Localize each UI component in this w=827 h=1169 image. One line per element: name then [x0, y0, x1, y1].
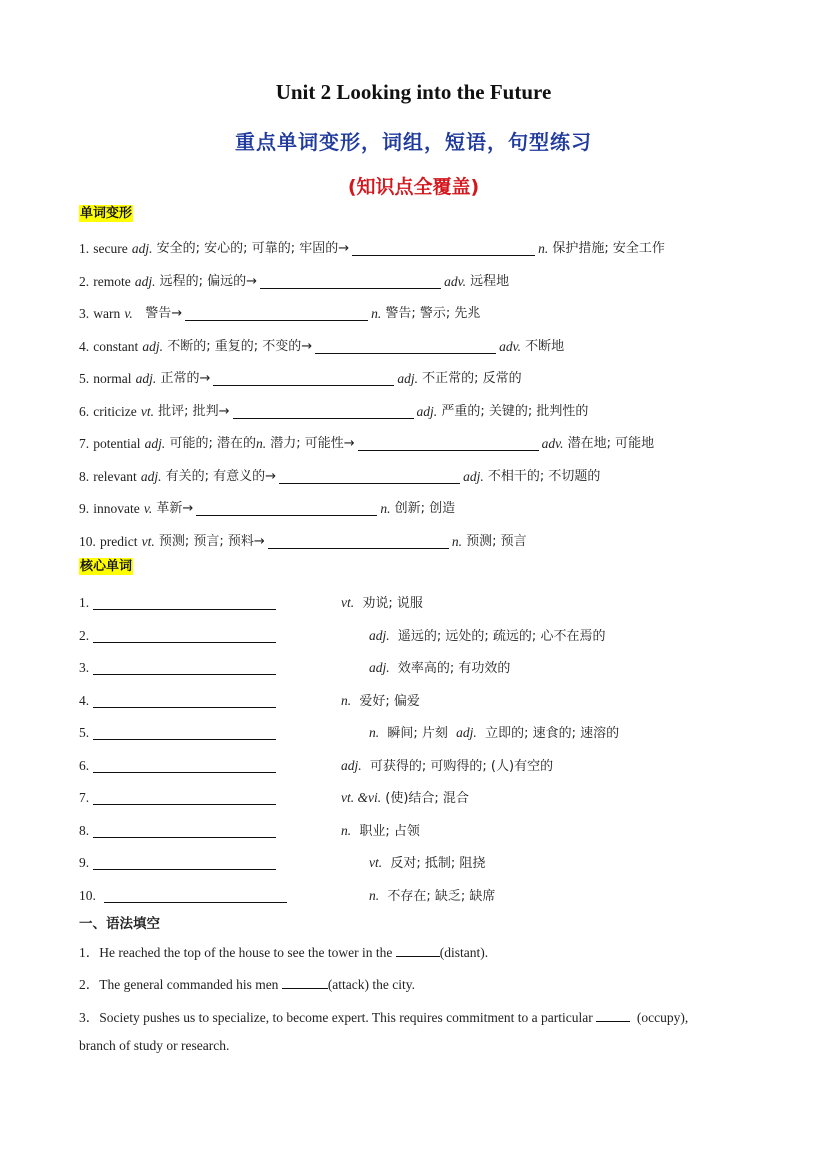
section-core-words-label: 核心单词 [80, 559, 133, 574]
page-subtitle-note: (知识点全覆盖) [347, 176, 480, 198]
core-word-definition: n. 职业; 占领 [341, 823, 420, 839]
answer-blank[interactable] [396, 943, 440, 957]
answer-blank[interactable] [93, 725, 276, 740]
core-word-item: 7. [79, 789, 276, 806]
answer-blank[interactable] [196, 501, 377, 516]
core-word-item: 10. [79, 887, 287, 904]
answer-blank[interactable] [93, 855, 276, 870]
answer-blank[interactable] [93, 758, 276, 773]
answer-blank[interactable] [279, 469, 460, 484]
word-form-item: 4. constant adj. 不断的; 重复的; 不变的→ adv. 不断地 [79, 339, 565, 354]
core-word-definition: n. 爱好; 偏爱 [341, 693, 420, 709]
answer-blank[interactable] [93, 790, 276, 805]
answer-blank[interactable] [260, 274, 441, 289]
answer-blank[interactable] [282, 975, 328, 989]
core-word-definition: vt. 反对; 抵制; 阻挠 [369, 855, 486, 871]
page-title: Unit 2 Looking into the Future [275, 80, 552, 104]
core-word-definition: adj. 可获得的; 可购得的; (人)有空的 [341, 758, 554, 774]
core-word-definition: n. 不存在; 缺乏; 缺席 [369, 888, 496, 904]
grammar-question-continuation: branch of study or research. [79, 1038, 230, 1053]
grammar-question: 2．The general commanded his men (attack) the city. [79, 977, 416, 992]
core-word-item: 1. [79, 594, 276, 611]
page-subtitle: 重点单词变形，词组，短语，句型练习 [235, 130, 592, 154]
core-word-item: 6. [79, 757, 276, 774]
core-word-definition: vt. &vi. (使)结合; 混合 [341, 790, 469, 806]
core-word-definition: adj. 效率高的; 有功效的 [369, 660, 511, 676]
answer-blank[interactable] [93, 823, 276, 838]
word-form-item: 2. remote adj. 远程的; 偏远的→ adv. 远程地 [79, 274, 510, 289]
core-word-definition: vt. 劝说; 说服 [341, 595, 423, 611]
core-word-item: 8. [79, 822, 276, 839]
word-form-item: 1. secure adj. 安全的; 安心的; 可靠的; 牢固的→ n. 保护措施; 安全工作 [79, 241, 665, 256]
answer-blank[interactable] [315, 339, 496, 354]
answer-blank[interactable] [93, 660, 276, 675]
grammar-question: 1．He reached the top of the house to see the tower in the (distant). [79, 945, 489, 960]
section-grammar-heading: 一、语法填空 [79, 916, 160, 932]
answer-blank[interactable] [93, 595, 276, 610]
answer-blank[interactable] [358, 436, 539, 451]
word-form-item: 7. potential adj. 可能的; 潜在的 n. 潜力; 可能性→ adv. 潜在地; 可能地 [79, 436, 655, 451]
section-word-forms-label: 单词变形 [80, 206, 133, 221]
grammar-question: 3．Society pushes us to specialize, to become expert. This requires commitment to a particular (occupy), [79, 1010, 689, 1025]
word-form-item: 6. criticize vt. 批评; 批判→ adj. 严重的; 关键的; 批判性的 [79, 404, 589, 419]
core-word-definition: adj. 遥远的; 远处的; 疏远的; 心不在焉的 [369, 628, 606, 644]
core-word-item: 9. [79, 854, 276, 871]
core-word-definition: n. 瞬间; 片刻 adj. 立即的; 速食的; 速溶的 [369, 725, 620, 741]
answer-blank[interactable] [213, 371, 394, 386]
answer-blank[interactable] [104, 888, 287, 903]
core-word-item: 3. [79, 659, 276, 676]
answer-blank[interactable] [233, 404, 414, 419]
answer-blank[interactable] [93, 693, 276, 708]
answer-blank[interactable] [352, 241, 535, 256]
word-form-item: 9. innovate v. 革新→ n. 创新; 创造 [79, 501, 456, 516]
answer-blank[interactable] [93, 628, 276, 643]
answer-blank[interactable] [596, 1008, 630, 1022]
word-form-item: 8. relevant adj. 有关的; 有意义的→ adj. 不相干的; 不切题的 [79, 469, 601, 484]
core-word-item: 4. [79, 692, 276, 709]
word-form-item: 10. predict vt. 预测; 预言; 预料→ n. 预测; 预言 [79, 534, 527, 549]
word-form-item: 5. normal adj. 正常的→ adj. 不正常的; 反常的 [79, 371, 522, 386]
word-form-item: 3. warn v. 警告→ n. 警告; 警示; 先兆 [79, 306, 481, 321]
answer-blank[interactable] [268, 534, 449, 549]
core-word-item: 2. [79, 627, 276, 644]
answer-blank[interactable] [185, 306, 368, 321]
core-word-item: 5. [79, 724, 276, 741]
